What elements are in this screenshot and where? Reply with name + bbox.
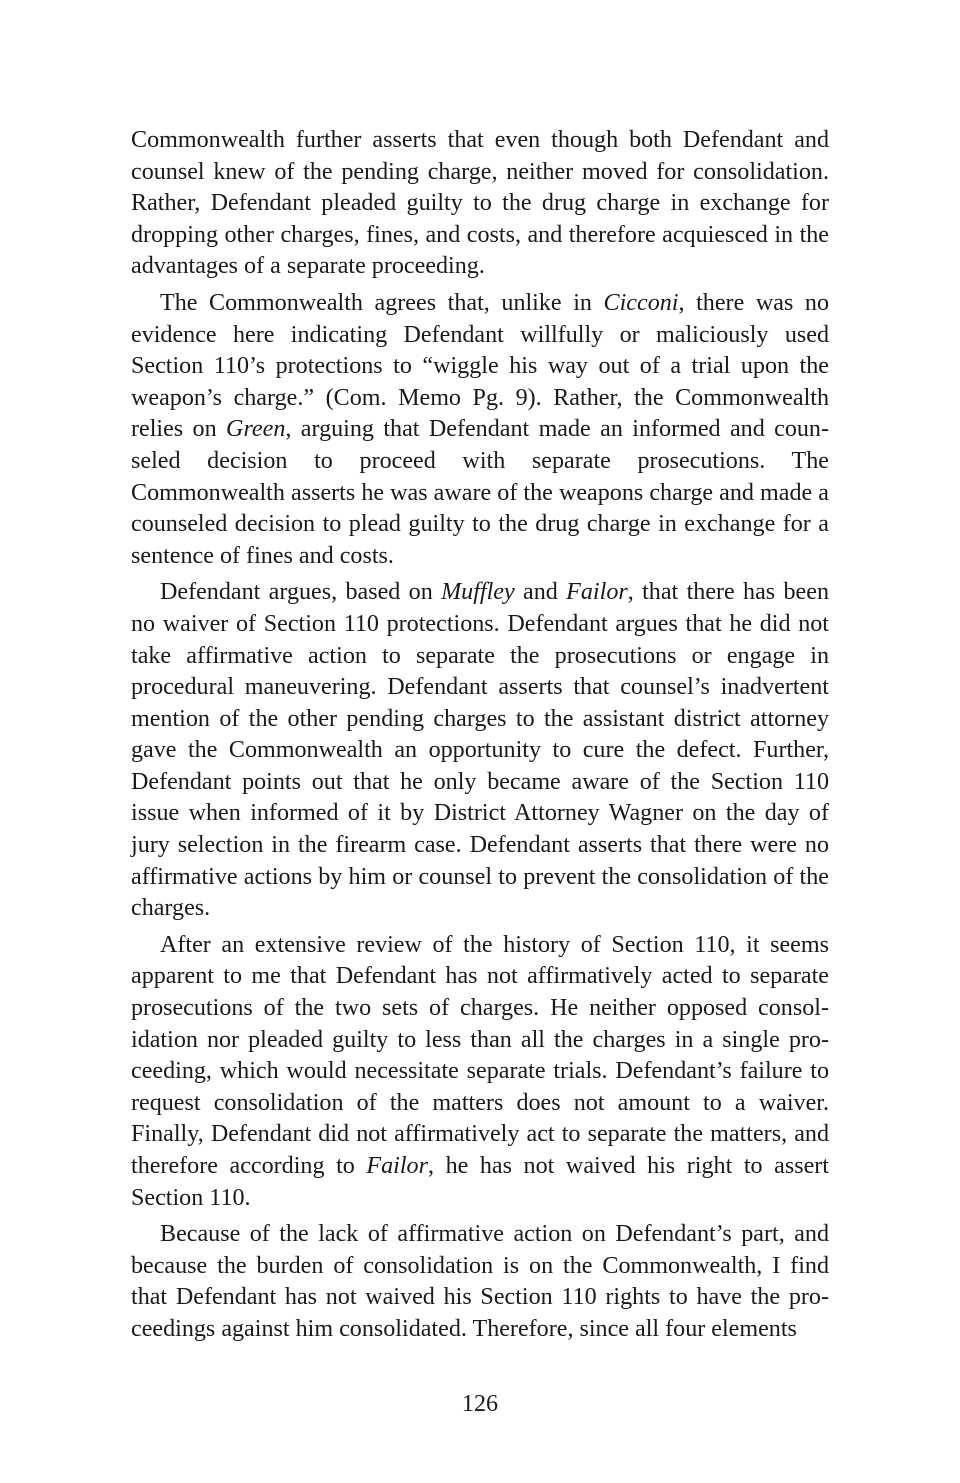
body-text <box>131 125 829 1351</box>
page-number: 126 <box>461 1391 499 1417</box>
paragraph-4 <box>131 930 829 1214</box>
paragraph-3-text-c: , that there has been no waiver of Section 110 protections. Defendant argues that he did not take affirmative action to separate the prosecutions or engage in procedural maneuvering. Defendant asserts that counsel’s inadvertent mention of the other pending charges to the assistant district attorney gave the Commonwealth an opportunity to cure the defect. Further, Defendant points out that he only became aware of the Section 110 issue when informed of it by District Attorney Wagner on the day of jury selection in the firearm case. Defendant asserts that there were no affirmative actions by him or counsel to prevent the consolidation of the charges. <box>131 579 829 922</box>
paragraph-1-text: Commonwealth further asserts that even though both Defendant and counsel knew of the pending charge, neither moved for consolidation. Rather, Defendant pleaded guilty to the drug charge in exchange for dropping other charges, fines, and costs, and therefore acquiesced in the advantages of a separate proceeding. <box>131 127 829 280</box>
paragraph-4-text-b: , he has not waived his right to assert Section 110. <box>131 1153 829 1211</box>
paragraph-2-text-b: , there was no evidence here indicating Defendant willfully or maliciously used Section 110’s protections to “wiggle his way out of a trial upon the weapon’s charge.” (Com. Memo Pg. 9). Rather, the Commonwealth relies on <box>131 289 829 443</box>
paragraph-5 <box>131 1219 829 1345</box>
case-name-failor: Failor <box>566 579 628 606</box>
case-name-muffley: Muffley <box>441 579 515 606</box>
paragraph-3-text-b: and <box>514 579 567 606</box>
paragraph-5-text: Because of the lack of affirmative action on Defendant’s part, and because the burden of consolidation is on the Commonwealth, I find that Defendant has not waived his Section 110 rights to have the proceedings against him consolidated. Therefore, since all four elements <box>131 1221 829 1342</box>
paragraph-2-text-a: The Commonwealth agrees that, unlike in <box>160 289 604 316</box>
paragraph-2 <box>131 288 829 572</box>
paragraph-3 <box>131 577 829 925</box>
paragraph-2-text-c: , arguing that Defendant made an informed and counseled decision to proceed with separate prosecutions. The Commonwealth asserts he was aware of the weapons charge and made a counseled decision to plead guilty to the drug charge in exchange for a sentence of fines and costs. <box>131 416 829 569</box>
paragraph-3-text-a: Defendant argues, based on <box>160 579 442 606</box>
case-name-failor-2: Failor <box>366 1153 428 1179</box>
case-name-cicconi: Cicconi <box>603 289 679 316</box>
paragraph-1 <box>131 125 829 283</box>
case-name-green: Green <box>226 416 286 443</box>
paragraph-4-text-a: After an extensive review of the history of Section 110, it seems apparent to me that Defendant has not affirmatively acted to separate prosecutions of the two sets of charges. He neither opposed consolidation nor pleaded guilty to less than all the charges in a single proceeding, which would necessitate separate trials. Defendant’s failure to request consolidation of the matters does not amount to a waiver. Finally, Defendant did not affirmatively act to separate the matters, and therefore according to <box>131 931 829 1179</box>
